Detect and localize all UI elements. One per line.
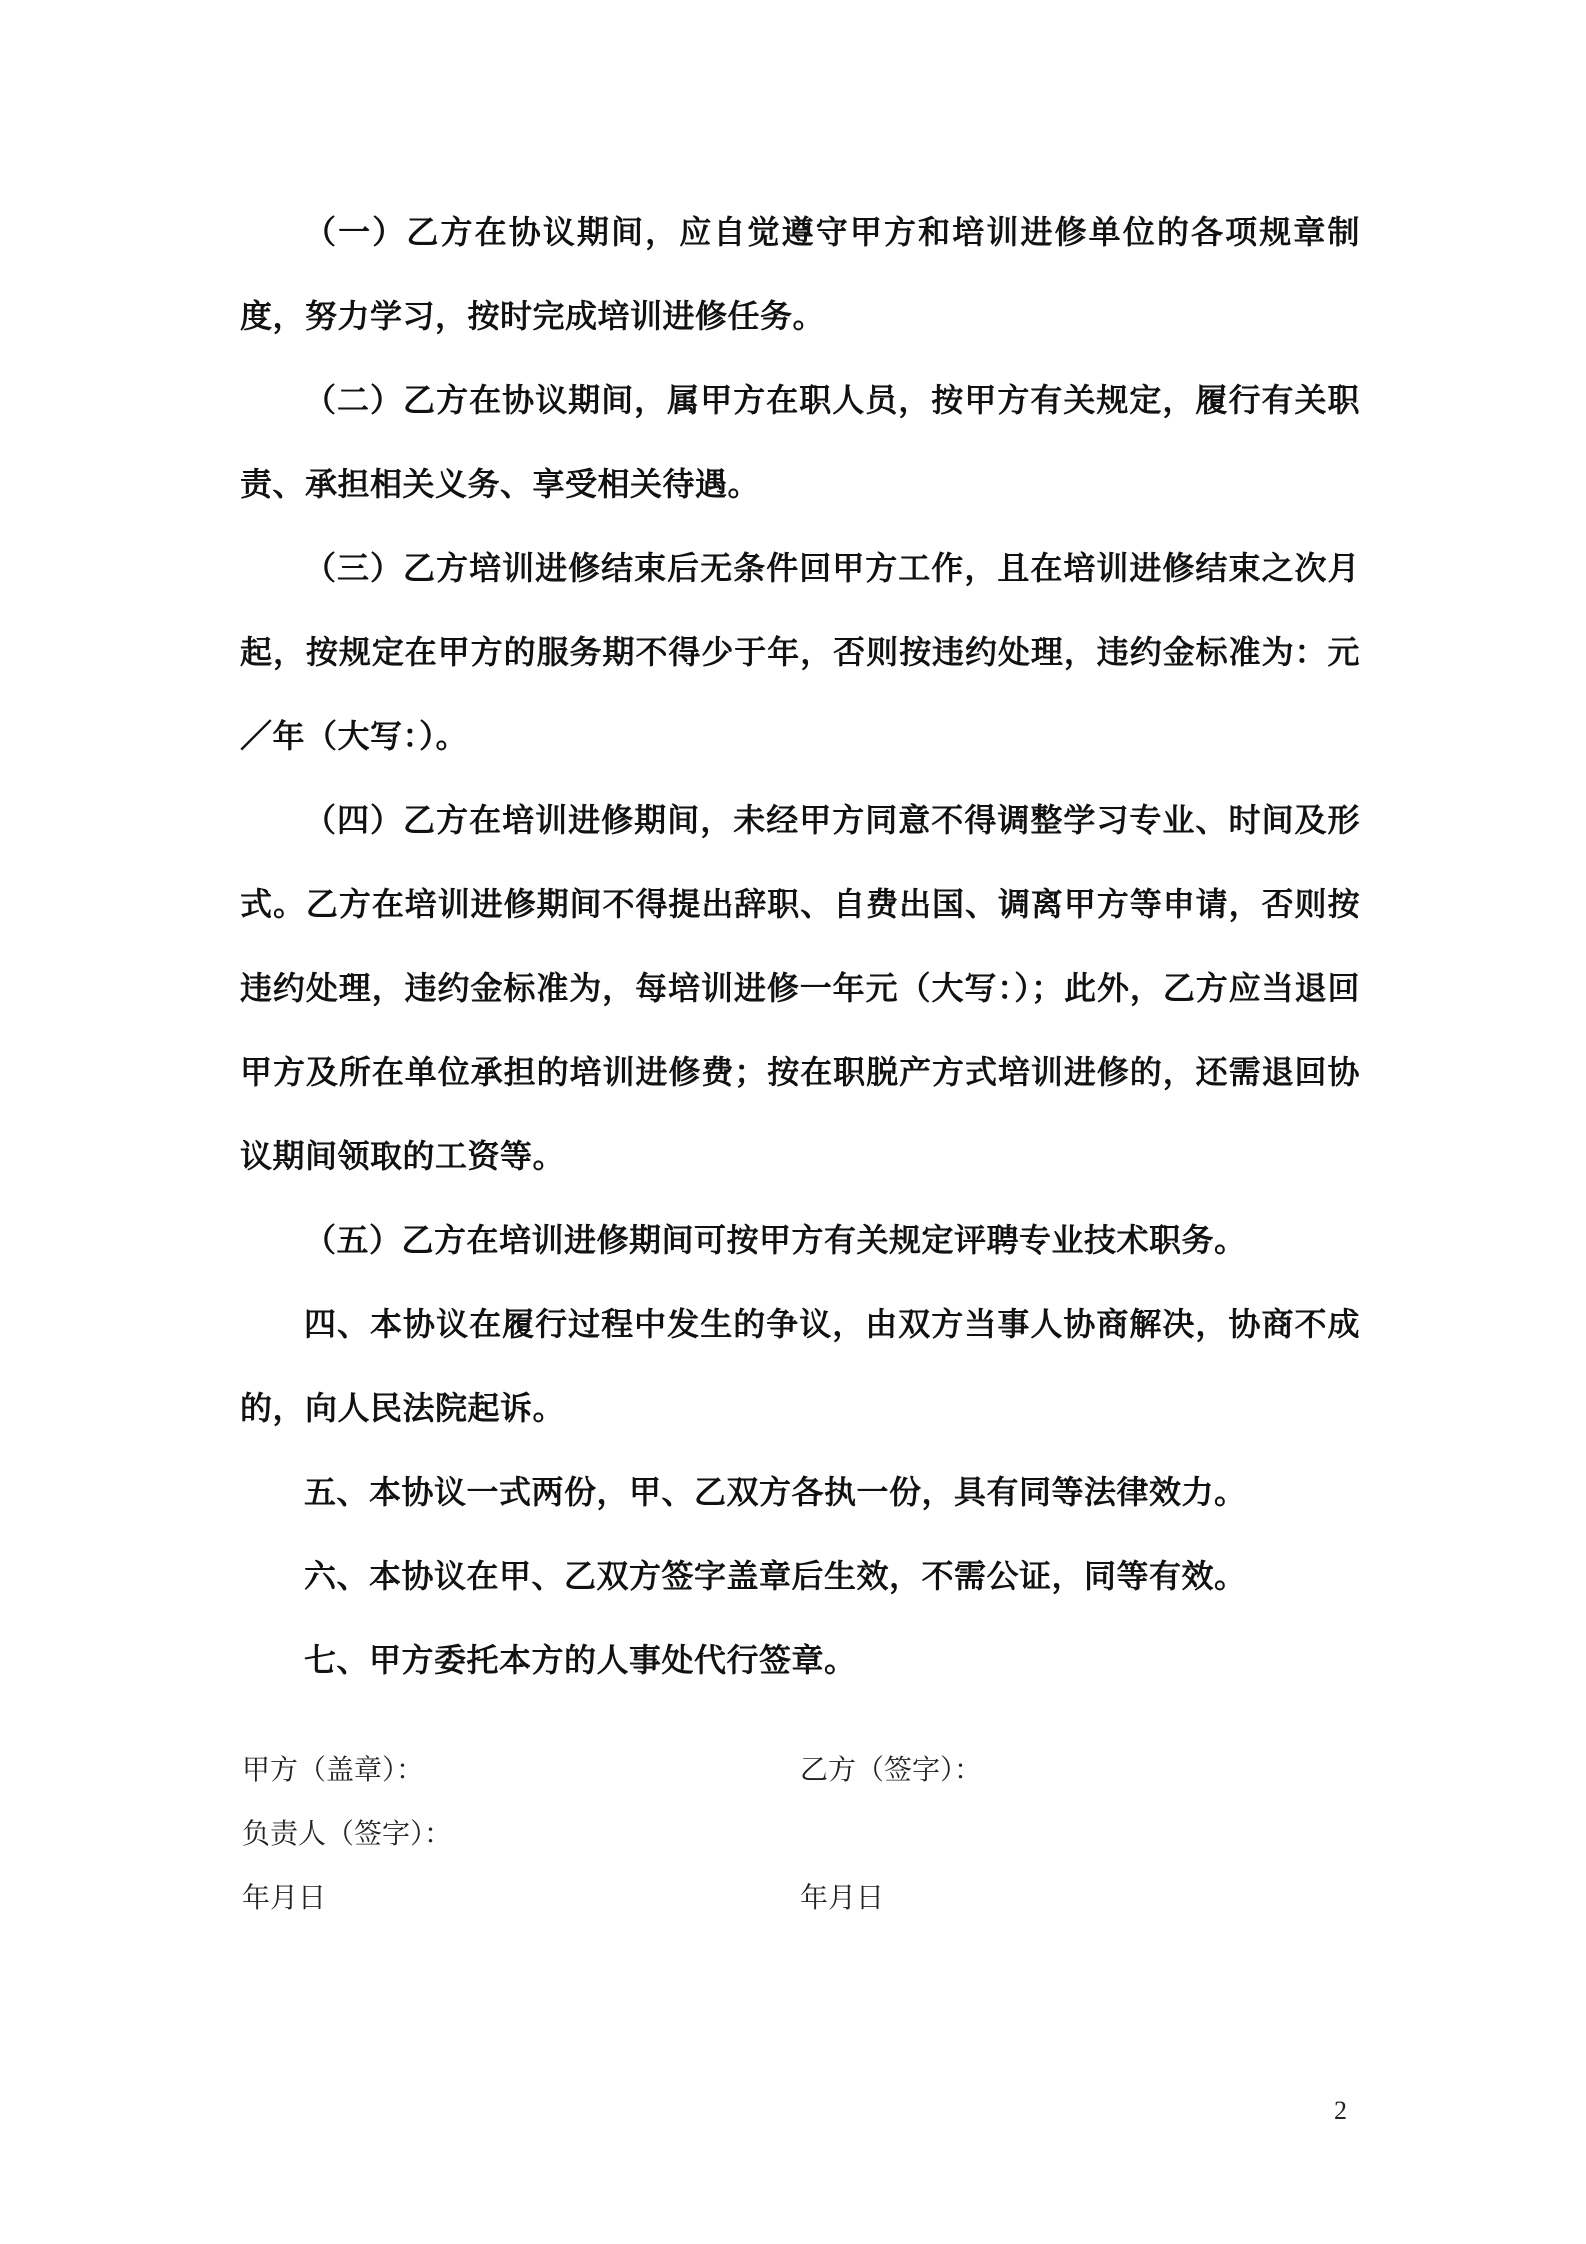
clause-6-effective: 六、本协议在甲、乙双方签字盖章后生效，不需公证，同等有效。	[304, 1557, 1247, 1595]
agreement-body	[240, 190, 1360, 1702]
clause-7-authorization: 七、甲方委托本方的人事处代行签章。	[304, 1641, 857, 1679]
clause-3-2: （二）乙方在协议期间，属甲方在职人员，按甲方有关规定，履行有关职责、承担相关义务、享受相关待遇。	[240, 381, 1360, 503]
clause-3-4: （四）乙方在培训进修期间，未经甲方同意不得调整学习专业、时间及形式。乙方在培训进修期间不得提出辞职、自费出国、调离甲方等申请，否则按违约处理，违约金标准为，每培训进修一年元（大写：）；此外，乙方应当退回甲方及所在单位承担的培训进修费；按在职脱产方式培训进修的，还需退回协议期间领取的工资等。	[240, 801, 1360, 1175]
party-a-date: 年月日	[242, 1881, 327, 1914]
clause-5-copies: 五、本协议一式两份，甲、乙双方各执一份，具有同等法律效力。	[304, 1473, 1247, 1511]
clause-3-3: （三）乙方培训进修结束后无条件回甲方工作，且在培训进修结束之次月起，按规定在甲方的服务期不得少于年，否则按违约处理，违约金标准为：元／年（大写：）。	[240, 549, 1360, 755]
clause-3-1: （一）乙方在协议期间，应自觉遵守甲方和培训进修单位的各项规章制度，努力学习，按时完成培训进修任务。	[240, 213, 1360, 335]
party-b-date: 年月日	[800, 1881, 885, 1914]
page-number: 2	[1334, 2096, 1347, 2125]
party-b-sign-label: 乙方（签字）：	[800, 1753, 983, 1786]
responsible-sign-label: 负责人（签字）：	[242, 1817, 453, 1850]
clause-4-dispute: 四、本协议在履行过程中发生的争议，由双方当事人协商解决，协商不成的，向人民法院起诉。	[240, 1305, 1360, 1427]
party-a-seal-label: 甲方（盖章）：	[242, 1753, 425, 1786]
clause-3-5: （五）乙方在培训进修期间可按甲方有关规定评聘专业技术职务。	[304, 1221, 1247, 1259]
